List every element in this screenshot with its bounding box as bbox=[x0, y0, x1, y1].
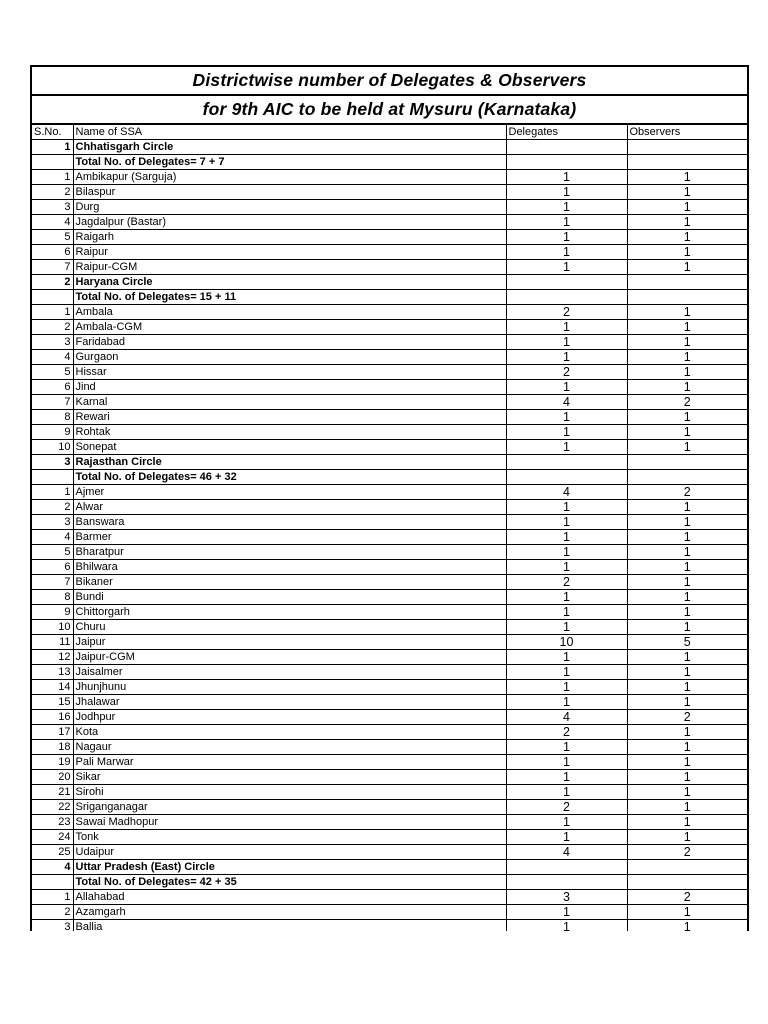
ssa-name-cell: Azamgarh bbox=[73, 905, 506, 920]
delegates-cell: 3 bbox=[506, 890, 627, 905]
table-row bbox=[32, 920, 747, 932]
delegates-cell: 1 bbox=[506, 380, 627, 395]
sno-cell: 2 bbox=[32, 500, 73, 515]
delegates-cell: 1 bbox=[506, 665, 627, 680]
observers-cell: 1 bbox=[627, 320, 747, 335]
sno-cell: 3 bbox=[32, 455, 73, 470]
ssa-name-cell: Sikar bbox=[73, 770, 506, 785]
circle-total-row bbox=[32, 155, 747, 170]
table-row bbox=[32, 845, 747, 860]
table-row bbox=[32, 695, 747, 710]
ssa-name-cell: Nagaur bbox=[73, 740, 506, 755]
delegates-cell: 1 bbox=[506, 410, 627, 425]
sno-cell: 7 bbox=[32, 395, 73, 410]
delegates-cell: 1 bbox=[506, 920, 627, 932]
observers-cell: 1 bbox=[627, 185, 747, 200]
sno-cell bbox=[32, 290, 73, 305]
sno-cell: 7 bbox=[32, 575, 73, 590]
ssa-name-cell: Rewari bbox=[73, 410, 506, 425]
header-observers: Observers bbox=[627, 125, 747, 140]
sno-cell: 4 bbox=[32, 530, 73, 545]
table-row bbox=[32, 395, 747, 410]
ssa-name-cell: Tonk bbox=[73, 830, 506, 845]
table-row bbox=[32, 755, 747, 770]
delegates-cell: 1 bbox=[506, 200, 627, 215]
table-row bbox=[32, 335, 747, 350]
circle-heading-row bbox=[32, 455, 747, 470]
observers-cell: 1 bbox=[627, 620, 747, 635]
observers-cell: 1 bbox=[627, 560, 747, 575]
sno-cell: 5 bbox=[32, 545, 73, 560]
ssa-name-cell: Faridabad bbox=[73, 335, 506, 350]
circle-total-row bbox=[32, 470, 747, 485]
ssa-name-cell: Allahabad bbox=[73, 890, 506, 905]
observers-cell: 1 bbox=[627, 260, 747, 275]
delegates-cell: 1 bbox=[506, 590, 627, 605]
observers-cell: 1 bbox=[627, 230, 747, 245]
ssa-name-cell: Rajasthan Circle bbox=[73, 455, 506, 470]
sno-cell: 22 bbox=[32, 800, 73, 815]
observers-cell: 1 bbox=[627, 410, 747, 425]
table-row bbox=[32, 815, 747, 830]
sno-cell: 11 bbox=[32, 635, 73, 650]
title-line-1: Districtwise number of Delegates & Observers bbox=[32, 67, 747, 96]
observers-cell: 1 bbox=[627, 785, 747, 800]
sno-cell: 1 bbox=[32, 140, 73, 155]
table-row bbox=[32, 410, 747, 425]
table-row bbox=[32, 245, 747, 260]
observers-cell: 1 bbox=[627, 830, 747, 845]
sno-cell: 17 bbox=[32, 725, 73, 740]
sno-cell: 2 bbox=[32, 905, 73, 920]
observers-cell: 1 bbox=[627, 740, 747, 755]
delegates-cell: 1 bbox=[506, 515, 627, 530]
delegates-cell: 1 bbox=[506, 605, 627, 620]
delegates-sheet bbox=[30, 65, 749, 931]
ssa-name-cell: Jaipur bbox=[73, 635, 506, 650]
table-row bbox=[32, 605, 747, 620]
ssa-name-cell: Churu bbox=[73, 620, 506, 635]
delegates-cell: 4 bbox=[506, 845, 627, 860]
table-row bbox=[32, 365, 747, 380]
table-row bbox=[32, 485, 747, 500]
circle-heading-row bbox=[32, 860, 747, 875]
observers-cell: 1 bbox=[627, 245, 747, 260]
delegates-cell: 1 bbox=[506, 770, 627, 785]
table-row bbox=[32, 905, 747, 920]
ssa-name-cell: Sonepat bbox=[73, 440, 506, 455]
observers-cell: 1 bbox=[627, 695, 747, 710]
delegates-cell: 4 bbox=[506, 395, 627, 410]
table-row bbox=[32, 665, 747, 680]
ssa-name-cell: Haryana Circle bbox=[73, 275, 506, 290]
observers-cell bbox=[627, 155, 747, 170]
observers-cell bbox=[627, 275, 747, 290]
delegates-cell bbox=[506, 140, 627, 155]
observers-cell bbox=[627, 455, 747, 470]
sno-cell: 21 bbox=[32, 785, 73, 800]
delegates-cell: 1 bbox=[506, 620, 627, 635]
ssa-name-cell: Ajmer bbox=[73, 485, 506, 500]
observers-cell: 1 bbox=[627, 665, 747, 680]
ssa-name-cell: Ambala-CGM bbox=[73, 320, 506, 335]
circle-total-row bbox=[32, 875, 747, 890]
ssa-name-cell: Jaisalmer bbox=[73, 665, 506, 680]
observers-cell: 1 bbox=[627, 305, 747, 320]
delegates-cell: 1 bbox=[506, 440, 627, 455]
observers-cell: 1 bbox=[627, 500, 747, 515]
sno-cell: 13 bbox=[32, 665, 73, 680]
ssa-name-cell: Sriganganagar bbox=[73, 800, 506, 815]
observers-cell bbox=[627, 470, 747, 485]
ssa-name-cell: Bharatpur bbox=[73, 545, 506, 560]
ssa-name-cell: Rohtak bbox=[73, 425, 506, 440]
sno-cell: 10 bbox=[32, 440, 73, 455]
sno-cell: 14 bbox=[32, 680, 73, 695]
delegates-cell bbox=[506, 455, 627, 470]
table-row bbox=[32, 590, 747, 605]
ssa-name-cell: Ambala bbox=[73, 305, 506, 320]
ssa-name-cell: Jaipur-CGM bbox=[73, 650, 506, 665]
delegates-cell: 1 bbox=[506, 230, 627, 245]
ssa-name-cell: Total No. of Delegates= 46 + 32 bbox=[73, 470, 506, 485]
ssa-name-cell: Jind bbox=[73, 380, 506, 395]
table-row bbox=[32, 650, 747, 665]
observers-cell: 1 bbox=[627, 725, 747, 740]
table-row bbox=[32, 545, 747, 560]
observers-cell: 1 bbox=[627, 170, 747, 185]
observers-cell: 2 bbox=[627, 485, 747, 500]
sno-cell bbox=[32, 875, 73, 890]
observers-cell: 5 bbox=[627, 635, 747, 650]
delegates-cell: 1 bbox=[506, 650, 627, 665]
delegates-cell bbox=[506, 275, 627, 290]
delegates-cell: 4 bbox=[506, 710, 627, 725]
observers-cell: 2 bbox=[627, 395, 747, 410]
sno-cell: 6 bbox=[32, 380, 73, 395]
ssa-name-cell: Jhunjhunu bbox=[73, 680, 506, 695]
table-row bbox=[32, 785, 747, 800]
table-row bbox=[32, 380, 747, 395]
delegates-cell: 1 bbox=[506, 755, 627, 770]
observers-cell: 1 bbox=[627, 770, 747, 785]
sno-cell: 5 bbox=[32, 230, 73, 245]
delegates-cell: 1 bbox=[506, 830, 627, 845]
delegates-cell: 1 bbox=[506, 545, 627, 560]
delegates-cell: 1 bbox=[506, 215, 627, 230]
delegates-cell: 10 bbox=[506, 635, 627, 650]
observers-cell: 1 bbox=[627, 590, 747, 605]
sno-cell: 8 bbox=[32, 590, 73, 605]
ssa-name-cell: Total No. of Delegates= 7 + 7 bbox=[73, 155, 506, 170]
observers-cell: 1 bbox=[627, 680, 747, 695]
delegates-cell: 2 bbox=[506, 575, 627, 590]
sno-cell: 20 bbox=[32, 770, 73, 785]
observers-cell bbox=[627, 140, 747, 155]
observers-cell: 1 bbox=[627, 755, 747, 770]
sno-cell: 18 bbox=[32, 740, 73, 755]
ssa-name-cell: Jagdalpur (Bastar) bbox=[73, 215, 506, 230]
observers-cell: 1 bbox=[627, 920, 747, 932]
sno-cell: 4 bbox=[32, 215, 73, 230]
table-row bbox=[32, 215, 747, 230]
ssa-name-cell: Banswara bbox=[73, 515, 506, 530]
delegates-cell: 1 bbox=[506, 335, 627, 350]
header-delegates: Delegates bbox=[506, 125, 627, 140]
ssa-name-cell: Bundi bbox=[73, 590, 506, 605]
observers-cell: 1 bbox=[627, 365, 747, 380]
observers-cell: 1 bbox=[627, 350, 747, 365]
ssa-name-cell: Sirohi bbox=[73, 785, 506, 800]
sno-cell bbox=[32, 470, 73, 485]
ssa-name-cell: Durg bbox=[73, 200, 506, 215]
sno-cell: 2 bbox=[32, 320, 73, 335]
table-row bbox=[32, 635, 747, 650]
ssa-name-cell: Jodhpur bbox=[73, 710, 506, 725]
table-row bbox=[32, 830, 747, 845]
ssa-name-cell: Hissar bbox=[73, 365, 506, 380]
delegates-cell: 1 bbox=[506, 320, 627, 335]
delegates-cell: 1 bbox=[506, 560, 627, 575]
header-name: Name of SSA bbox=[73, 125, 506, 140]
table-row bbox=[32, 620, 747, 635]
delegates-cell: 1 bbox=[506, 695, 627, 710]
table-row bbox=[32, 710, 747, 725]
delegates-cell: 1 bbox=[506, 905, 627, 920]
observers-cell bbox=[627, 860, 747, 875]
sno-cell: 7 bbox=[32, 260, 73, 275]
delegates-cell: 1 bbox=[506, 740, 627, 755]
sno-cell: 12 bbox=[32, 650, 73, 665]
observers-cell: 1 bbox=[627, 425, 747, 440]
table-row bbox=[32, 575, 747, 590]
observers-cell: 1 bbox=[627, 800, 747, 815]
observers-cell bbox=[627, 290, 747, 305]
delegates-cell bbox=[506, 470, 627, 485]
sno-cell: 3 bbox=[32, 200, 73, 215]
table-row bbox=[32, 440, 747, 455]
observers-cell bbox=[627, 875, 747, 890]
ssa-name-cell: Raigarh bbox=[73, 230, 506, 245]
ssa-name-cell: Ambikapur (Sarguja) bbox=[73, 170, 506, 185]
observers-cell: 1 bbox=[627, 905, 747, 920]
sno-cell: 10 bbox=[32, 620, 73, 635]
delegates-cell: 1 bbox=[506, 425, 627, 440]
sno-cell: 3 bbox=[32, 335, 73, 350]
table-row bbox=[32, 200, 747, 215]
observers-cell: 1 bbox=[627, 380, 747, 395]
ssa-name-cell: Bikaner bbox=[73, 575, 506, 590]
circle-heading-row bbox=[32, 275, 747, 290]
observers-cell: 1 bbox=[627, 545, 747, 560]
table-row bbox=[32, 560, 747, 575]
sno-cell: 1 bbox=[32, 170, 73, 185]
observers-cell: 1 bbox=[627, 215, 747, 230]
ssa-name-cell: Uttar Pradesh (East) Circle bbox=[73, 860, 506, 875]
sno-cell: 23 bbox=[32, 815, 73, 830]
delegates-cell: 1 bbox=[506, 500, 627, 515]
table-row bbox=[32, 725, 747, 740]
observers-cell: 1 bbox=[627, 650, 747, 665]
ssa-name-cell: Jhalawar bbox=[73, 695, 506, 710]
sno-cell: 2 bbox=[32, 185, 73, 200]
delegates-cell: 2 bbox=[506, 365, 627, 380]
ssa-name-cell: Bhilwara bbox=[73, 560, 506, 575]
observers-cell: 2 bbox=[627, 710, 747, 725]
sno-cell: 9 bbox=[32, 425, 73, 440]
delegates-cell: 1 bbox=[506, 530, 627, 545]
sno-cell: 8 bbox=[32, 410, 73, 425]
sno-cell: 25 bbox=[32, 845, 73, 860]
delegates-cell: 2 bbox=[506, 305, 627, 320]
ssa-name-cell: Total No. of Delegates= 42 + 35 bbox=[73, 875, 506, 890]
delegates-cell: 4 bbox=[506, 485, 627, 500]
ssa-name-cell: Bilaspur bbox=[73, 185, 506, 200]
table-row bbox=[32, 230, 747, 245]
sno-cell: 19 bbox=[32, 755, 73, 770]
table-row bbox=[32, 260, 747, 275]
delegates-cell bbox=[506, 860, 627, 875]
sno-cell: 16 bbox=[32, 710, 73, 725]
sno-cell: 9 bbox=[32, 605, 73, 620]
observers-cell: 2 bbox=[627, 890, 747, 905]
sno-cell: 15 bbox=[32, 695, 73, 710]
ssa-name-cell: Chhatisgarh Circle bbox=[73, 140, 506, 155]
sno-cell: 3 bbox=[32, 920, 73, 932]
sno-cell: 1 bbox=[32, 890, 73, 905]
delegates-cell: 1 bbox=[506, 785, 627, 800]
sno-cell: 3 bbox=[32, 515, 73, 530]
sno-cell: 6 bbox=[32, 245, 73, 260]
table-row bbox=[32, 530, 747, 545]
delegates-cell bbox=[506, 875, 627, 890]
ssa-name-cell: Sawai Madhopur bbox=[73, 815, 506, 830]
ssa-name-cell: Udaipur bbox=[73, 845, 506, 860]
table-row bbox=[32, 740, 747, 755]
table-row bbox=[32, 185, 747, 200]
delegates-cell: 1 bbox=[506, 245, 627, 260]
table-row bbox=[32, 770, 747, 785]
table-row bbox=[32, 320, 747, 335]
sno-cell: 4 bbox=[32, 860, 73, 875]
sno-cell: 24 bbox=[32, 830, 73, 845]
observers-cell: 1 bbox=[627, 605, 747, 620]
sno-cell: 5 bbox=[32, 365, 73, 380]
table-row bbox=[32, 500, 747, 515]
observers-cell: 1 bbox=[627, 815, 747, 830]
observers-cell: 1 bbox=[627, 335, 747, 350]
table-row bbox=[32, 425, 747, 440]
table-row bbox=[32, 350, 747, 365]
delegates-cell: 2 bbox=[506, 800, 627, 815]
delegates-cell: 1 bbox=[506, 350, 627, 365]
delegates-cell: 2 bbox=[506, 725, 627, 740]
observers-cell: 1 bbox=[627, 515, 747, 530]
table-row bbox=[32, 305, 747, 320]
sno-cell bbox=[32, 155, 73, 170]
ssa-name-cell: Kota bbox=[73, 725, 506, 740]
observers-cell: 2 bbox=[627, 845, 747, 860]
delegates-cell: 1 bbox=[506, 815, 627, 830]
ssa-name-cell: Total No. of Delegates= 15 + 11 bbox=[73, 290, 506, 305]
title-line-2: for 9th AIC to be held at Mysuru (Karnataka) bbox=[32, 96, 747, 125]
circle-total-row bbox=[32, 290, 747, 305]
circle-heading-row bbox=[32, 140, 747, 155]
table-row bbox=[32, 800, 747, 815]
delegates-table bbox=[32, 125, 747, 931]
ssa-name-cell: Karnal bbox=[73, 395, 506, 410]
table-row bbox=[32, 680, 747, 695]
observers-cell: 1 bbox=[627, 200, 747, 215]
ssa-name-cell: Pali Marwar bbox=[73, 755, 506, 770]
header-sno: S.No. bbox=[32, 125, 73, 140]
delegates-cell bbox=[506, 155, 627, 170]
sno-cell: 4 bbox=[32, 350, 73, 365]
observers-cell: 1 bbox=[627, 440, 747, 455]
delegates-cell: 1 bbox=[506, 260, 627, 275]
table-row bbox=[32, 170, 747, 185]
delegates-cell: 1 bbox=[506, 170, 627, 185]
ssa-name-cell: Gurgaon bbox=[73, 350, 506, 365]
observers-cell: 1 bbox=[627, 530, 747, 545]
sno-cell: 2 bbox=[32, 275, 73, 290]
header-row bbox=[32, 125, 747, 140]
table-row bbox=[32, 890, 747, 905]
delegates-cell bbox=[506, 290, 627, 305]
sno-cell: 1 bbox=[32, 485, 73, 500]
ssa-name-cell: Raipur-CGM bbox=[73, 260, 506, 275]
delegates-cell: 1 bbox=[506, 185, 627, 200]
sno-cell: 1 bbox=[32, 305, 73, 320]
sno-cell: 6 bbox=[32, 560, 73, 575]
ssa-name-cell: Chittorgarh bbox=[73, 605, 506, 620]
ssa-name-cell: Alwar bbox=[73, 500, 506, 515]
observers-cell: 1 bbox=[627, 575, 747, 590]
ssa-name-cell: Ballia bbox=[73, 920, 506, 932]
table-row bbox=[32, 515, 747, 530]
ssa-name-cell: Raipur bbox=[73, 245, 506, 260]
ssa-name-cell: Barmer bbox=[73, 530, 506, 545]
delegates-cell: 1 bbox=[506, 680, 627, 695]
